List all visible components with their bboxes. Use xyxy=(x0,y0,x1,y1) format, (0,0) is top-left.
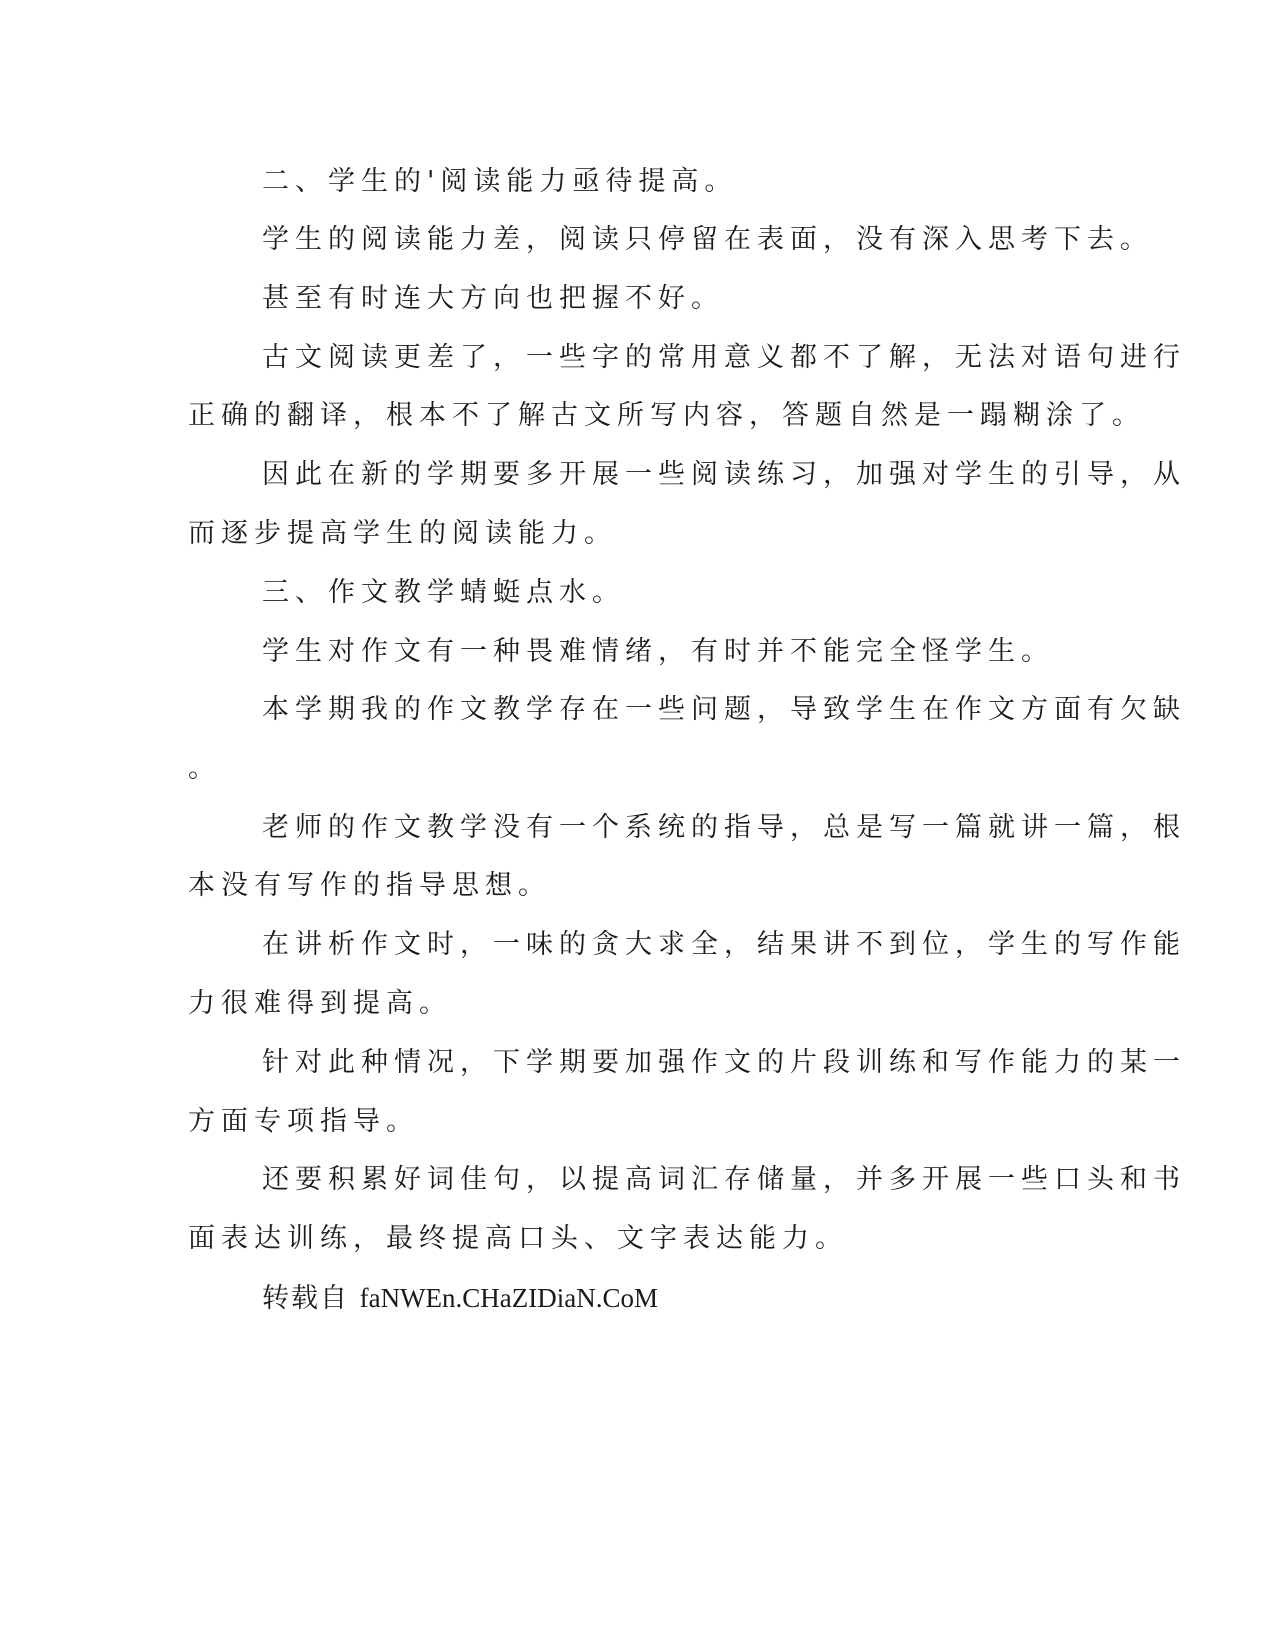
paragraph-line: 本学期我的作文教学存在一些问题，导致学生在作文方面有欠缺 xyxy=(262,694,1186,725)
paragraph-line: 面表达训练，最终提高口头、文字表达能力。 xyxy=(188,1223,848,1254)
paragraph-line: 在讲析作文时，一味的贪大求全，结果讲不到位，学生的写作能 xyxy=(262,929,1186,960)
paragraph-line: 学生的阅读能力差，阅读只停留在表面，没有深入思考下去。 xyxy=(262,224,1153,255)
paragraph-line: 学生对作文有一种畏难情绪，有时并不能完全怪学生。 xyxy=(262,636,1054,667)
paragraph-line: 。 xyxy=(188,753,221,784)
paragraph-line: 本没有写作的指导思想。 xyxy=(188,870,551,901)
paragraph-line: 正确的翻译，根本不了解古文所写内容，答题自然是一蹋糊涂了。 xyxy=(188,400,1145,431)
paragraph-line: 因此在新的学期要多开展一些阅读练习，加强对学生的引导，从 xyxy=(262,459,1186,490)
source-line xyxy=(262,1278,1068,1318)
source-prefix: 转载自 xyxy=(262,1283,360,1314)
paragraph-line: 还要积累好词佳句，以提高词汇存储量，并多开展一些口头和书 xyxy=(262,1164,1186,1195)
source-url: faNWEn.CHaZIDiaN.CoM xyxy=(359,1283,659,1313)
paragraph-line: 老师的作文教学没有一个系统的指导，总是写一篇就讲一篇，根 xyxy=(262,812,1186,843)
heading-writing: 三、作文教学蜻蜓点水。 xyxy=(262,577,625,608)
heading-reading: 二、学生的'阅读能力亟待提高。 xyxy=(262,166,738,197)
paragraph-line: 针对此种情况，下学期要加强作文的片段训练和写作能力的某一 xyxy=(262,1047,1186,1078)
paragraph-line: 力很难得到提高。 xyxy=(188,988,452,1019)
paragraph-line: 方面专项指导。 xyxy=(188,1106,419,1137)
paragraph-line: 古文阅读更差了，一些字的常用意义都不了解，无法对语句进行 xyxy=(262,342,1186,373)
paragraph-line: 甚至有时连大方向也把握不好。 xyxy=(262,283,724,314)
paragraph-line: 而逐步提高学生的阅读能力。 xyxy=(188,518,617,549)
